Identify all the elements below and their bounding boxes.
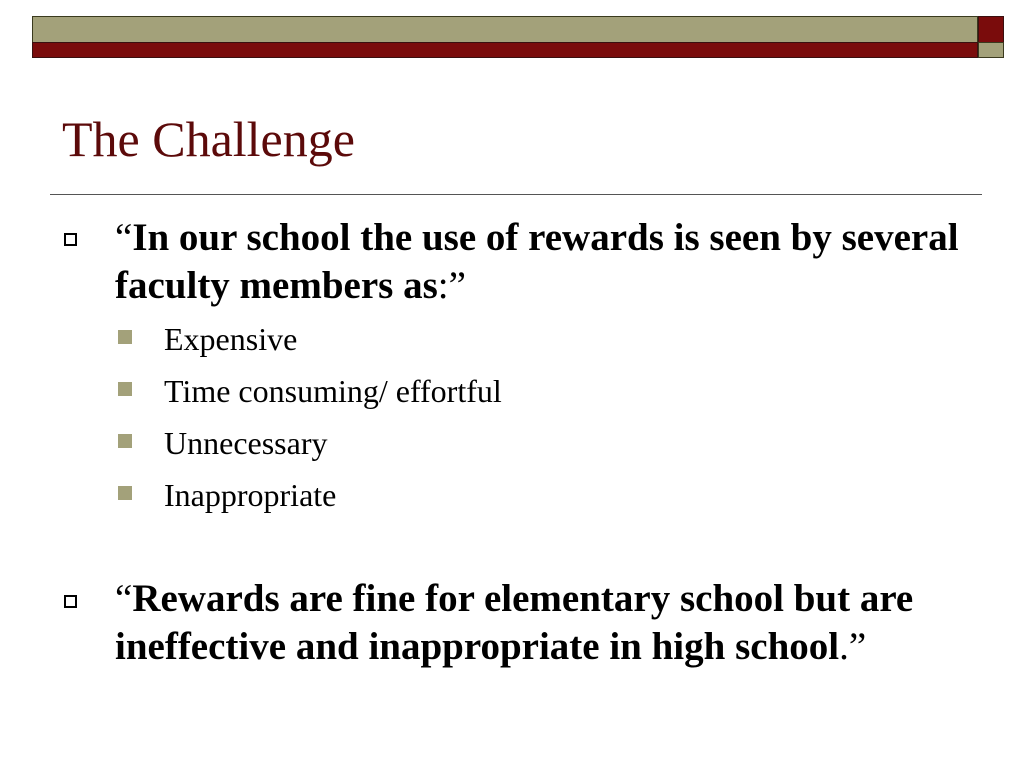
bullet-text — [115, 575, 915, 671]
filled-square-icon — [118, 486, 132, 500]
filled-square-icon — [118, 330, 132, 344]
sub-bullet-label: Expensive — [164, 321, 298, 357]
filled-square-icon — [118, 382, 132, 396]
slide-title: The Challenge — [62, 111, 355, 167]
sub-bullet-label: Unnecessary — [164, 425, 328, 461]
close-quote: :” — [437, 264, 466, 307]
open-quote: “ — [115, 577, 133, 620]
quote-text: Rewards are fine for elementary school but are ineffective and inappropriate in high school — [115, 577, 914, 668]
open-quote: “ — [115, 216, 133, 259]
close-quote: .” — [839, 625, 867, 668]
filled-square-icon — [118, 434, 132, 448]
sub-bullet-label: Time consuming/ effortful — [164, 373, 502, 409]
hollow-square-icon — [64, 595, 77, 608]
bullet-text — [115, 214, 965, 310]
quote-text: In our school the use of rewards is seen by several faculty members as — [115, 216, 959, 307]
sub-bullet-label: Inappropriate — [164, 477, 337, 513]
hollow-square-icon — [64, 233, 77, 246]
